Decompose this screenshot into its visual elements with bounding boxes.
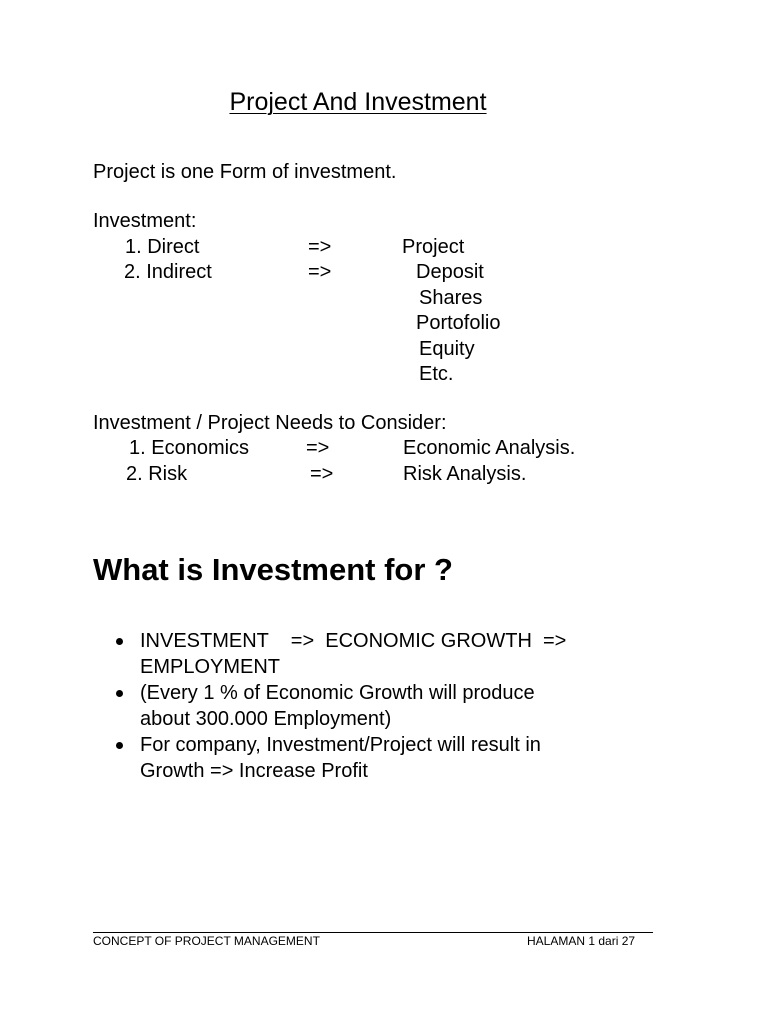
- investment-target-project: Project: [402, 236, 465, 258]
- list-item: [93, 680, 653, 732]
- bullet-line: (Every 1 % of Economic Growth will produce: [140, 682, 535, 704]
- section-heading: What is Investment for ?: [93, 552, 453, 587]
- consider-target-risk-analysis: Risk Analysis.: [403, 463, 527, 485]
- bullet-icon: [116, 742, 123, 749]
- consider-item-economics: 1. Economics: [129, 437, 250, 459]
- investment-arrow-indirect: =>: [308, 261, 332, 283]
- footer-divider: [93, 932, 653, 933]
- investment-target-equity: Equity: [419, 338, 475, 360]
- bullet-line: about 300.000 Employment): [140, 708, 392, 730]
- consider-arrow-risk: =>: [310, 463, 334, 485]
- consider-item-risk: 2. Risk: [126, 463, 188, 485]
- bullet-line: Growth => Increase Profit: [140, 760, 368, 782]
- investment-label: Investment:: [93, 210, 197, 232]
- list-item: [93, 628, 653, 680]
- intro-text: Project is one Form of investment.: [93, 161, 397, 183]
- list-item: [93, 732, 653, 784]
- consider-target-economic-analysis: Economic Analysis.: [403, 437, 576, 459]
- bullet-line: EMPLOYMENT: [140, 656, 281, 678]
- investment-target-deposit: Deposit: [416, 261, 484, 283]
- bullet-icon: [116, 638, 123, 645]
- investment-arrow-direct: =>: [308, 236, 332, 258]
- consider-label: Investment / Project Needs to Consider:: [93, 412, 447, 434]
- footer-page-number: HALAMAN 1 dari 27: [527, 934, 636, 948]
- investment-item-direct: 1. Direct: [125, 236, 200, 258]
- consider-arrow-economics: =>: [306, 437, 330, 459]
- investment-item-indirect: 2. Indirect: [124, 261, 212, 283]
- bullet-line: For company, Investment/Project will result in: [140, 734, 541, 756]
- bullet-line: INVESTMENT => ECONOMIC GROWTH =>: [140, 630, 567, 652]
- investment-target-portofolio: Portofolio: [416, 312, 501, 334]
- investment-target-etc: Etc.: [419, 363, 454, 385]
- bullet-list: [93, 628, 653, 784]
- investment-target-shares: Shares: [419, 287, 483, 309]
- page-title: Project And Investment: [229, 88, 487, 116]
- footer-left: CONCEPT OF PROJECT MANAGEMENT: [93, 934, 320, 948]
- bullet-icon: [116, 690, 123, 697]
